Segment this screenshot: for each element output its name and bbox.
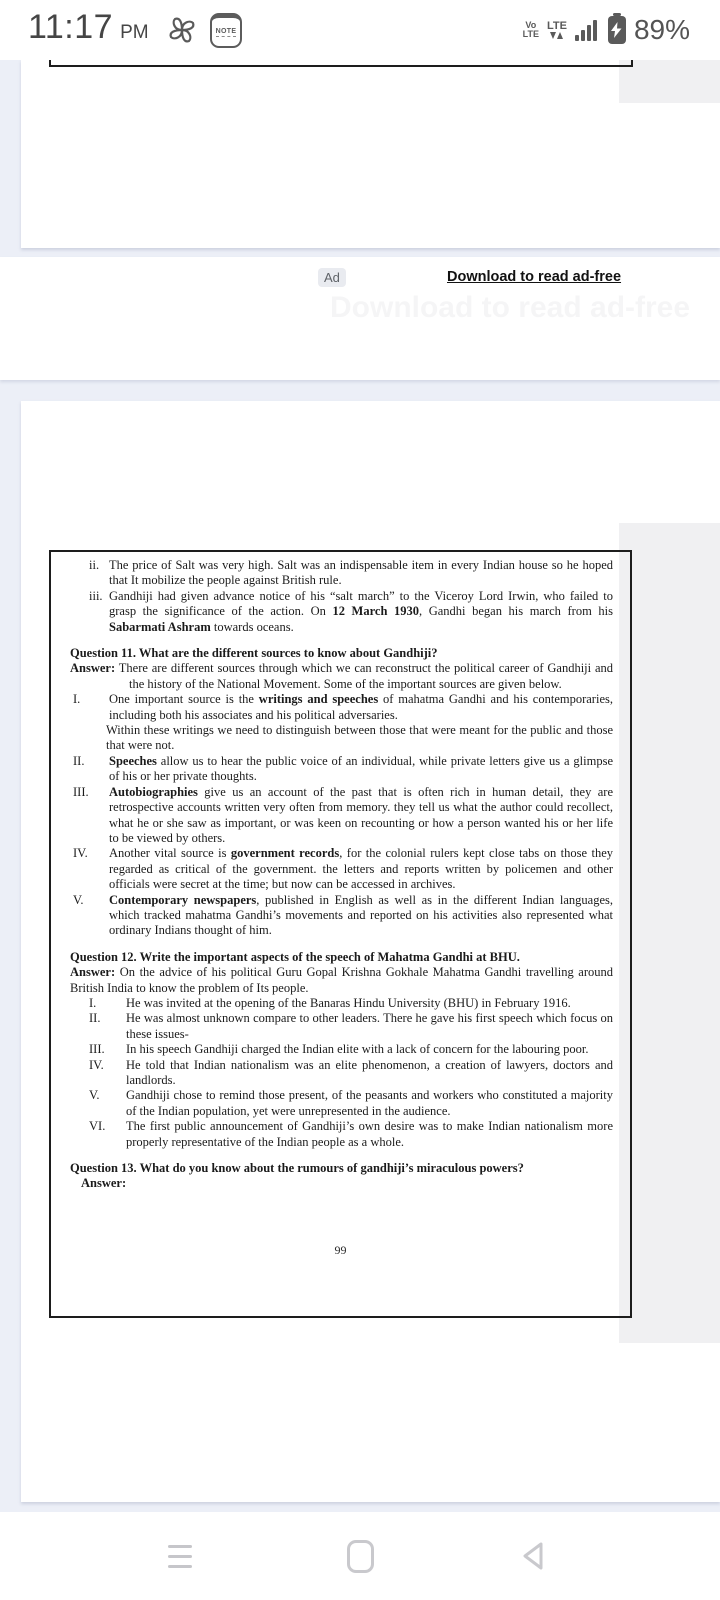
- ad-free-link[interactable]: Download to read ad-free: [447, 269, 622, 285]
- previous-page-card[interactable]: [21, 60, 720, 248]
- item-number: iii.: [89, 588, 103, 603]
- answer-paragraph: [70, 1176, 613, 1191]
- item-text: The price of Salt was very high. Salt was an indispensable item in every Indian house so he hoped that It mobilize the people against British rule.: [109, 558, 613, 588]
- ad-watermark: Download to read ad-free: [330, 291, 691, 324]
- item-number: I.: [89, 995, 97, 1010]
- signal-bars-icon: [575, 20, 597, 41]
- answer-paragraph: [70, 965, 613, 996]
- item-text: Autobiographies give us an account of the past that is often rich in human detail, they are retrospective accounts written very often from memory. they tell us what the author could recollect, what he or she saw as important, or was keen on recounting or how a person wanted his or her life to be viewed by others.: [109, 784, 613, 845]
- item-number: ii.: [89, 558, 100, 572]
- list-item: [70, 996, 613, 1011]
- page-number: 99: [334, 1243, 347, 1257]
- question-heading: Question 13. What do you know about the rumours of gandhiji’s miraculous powers?: [70, 1161, 524, 1176]
- answer-items: [70, 996, 613, 1150]
- item-number: V.: [73, 892, 84, 907]
- status-indicators: [523, 0, 690, 60]
- back-button[interactable]: [493, 1512, 573, 1600]
- item-number: III.: [73, 784, 89, 799]
- ad-banner: [0, 257, 720, 380]
- battery-percent: 89%: [633, 14, 690, 45]
- question-heading: Question 11. What are the different sources to know about Gandhiji?: [70, 646, 438, 661]
- time-text: 11:17: [28, 8, 114, 46]
- item-text: One important source is the writings and speeches of mahatma Gandhi and his contemporaries, including both his associates and his political adversaries.: [109, 692, 613, 722]
- answer-text: There are different sources through which we can reconstruct the political career of Gandhiji and the history of the National Movement. Some of the important sources are given below.: [118, 661, 613, 691]
- list-item: [70, 893, 613, 939]
- item-text: Gandhiji chose to remind those present, of the peasants and workers who constituted a majority of the Indian population, yet were unrepresented in the audience.: [126, 1088, 613, 1118]
- page-bottom-border: [49, 65, 633, 67]
- scan-gray-strip: [619, 60, 720, 103]
- volte-icon: Vo LTE: [522, 20, 539, 39]
- home-button[interactable]: [320, 1512, 400, 1600]
- item-number: IV.: [73, 846, 88, 861]
- item-number: I.: [73, 692, 81, 707]
- home-icon: [347, 1540, 374, 1573]
- intro-list: [70, 558, 613, 635]
- list-item: [70, 785, 613, 847]
- list-item: [70, 1058, 613, 1089]
- item-text: He was invited at the opening of the Banaras Hindu University (BHU) in February 1916.: [126, 995, 571, 1010]
- item-number: II.: [89, 1011, 101, 1026]
- ad-badge: Ad: [318, 268, 346, 287]
- question-heading: Question 12. Write the important aspects of the speech of Mahatma Gandhi at BHU.: [70, 949, 520, 964]
- hamburger-icon: [168, 1545, 192, 1568]
- item-text: The first public announcement of Gandhiji’s own desire was to make Indian nationalism more properly representative of the Indian people as a whole.: [126, 1119, 613, 1149]
- list-item: [70, 846, 613, 892]
- document-page-card[interactable]: [21, 401, 720, 1502]
- clock: [28, 8, 149, 47]
- menu-button[interactable]: [140, 1512, 220, 1600]
- answer-label: Answer:: [70, 661, 116, 676]
- status-bar: [0, 0, 720, 60]
- list-item: [70, 589, 613, 635]
- item-number: V.: [89, 1088, 100, 1103]
- sub-paragraph: Within these writings we need to distinguish between those that were meant for the public and those that were not.: [106, 723, 613, 753]
- scan-gray-strip: [619, 523, 720, 1343]
- item-text: Contemporary newspapers, published in English as well as in the different Indian languages, which tracked mahatma Gandhi’s movements and reported on his activities also represented what ordinary Indians thought of him.: [109, 892, 613, 938]
- item-number: II.: [73, 753, 85, 768]
- lte-icon: LTE: [547, 21, 567, 39]
- fan-icon: [166, 14, 198, 51]
- list-item: [70, 754, 613, 785]
- back-icon: [520, 1541, 546, 1571]
- item-number: VI.: [89, 1119, 106, 1134]
- list-item: [70, 1119, 613, 1150]
- question-block: [70, 950, 613, 1150]
- meridiem-text: PM: [120, 22, 149, 43]
- item-text: Another vital source is government records, for the colonial rulers kept close tabs on those they regarded as critical of the government. the letters and reports written by policemen and other officials were secret at the time; but now can be accessed in archives.: [109, 846, 613, 892]
- document-text: [51, 552, 630, 1192]
- nav-bar: [0, 1512, 720, 1600]
- item-number: IV.: [89, 1057, 104, 1072]
- list-item: [70, 1011, 613, 1042]
- item-number: III.: [89, 1042, 105, 1057]
- item-text: Speeches allow us to hear the public voice of an individual, while private letters give us a glimpse of his or her private thoughts.: [109, 753, 613, 784]
- item-text: He was almost unknown compare to other leaders. There he gave his first speech which focus on these issues-: [126, 1011, 613, 1041]
- question-block: [70, 1161, 613, 1192]
- list-item: [70, 558, 613, 589]
- answer-label: Answer:: [81, 1176, 127, 1191]
- list-item: [70, 692, 613, 754]
- answer-label: Answer:: [70, 965, 116, 980]
- item-text: He told that Indian nationalism was an elite phenomenon, a creation of lawyers, doctors and landlords.: [126, 1057, 613, 1087]
- list-item: [70, 1042, 613, 1057]
- note-icon: NOTE: [210, 13, 242, 48]
- questions-section: [70, 646, 613, 1192]
- item-text: Gandhiji had given advance notice of his “salt march” to the Viceroy Lord Irwin, who failed to grasp the significance of the action. On 12 March 1930, Gandhi began his march from his Sabarmati Ashram towards oceans.: [109, 588, 613, 634]
- answer-paragraph: [70, 661, 613, 692]
- list-item: [70, 1088, 613, 1119]
- question-block: [70, 646, 613, 939]
- data-arrows-icon: [550, 32, 563, 39]
- battery-charging-icon: [608, 16, 626, 44]
- page-content-box: [49, 550, 632, 1318]
- item-text: In his speech Gandhiji charged the Indian elite with a lack of concern for the labouring poor.: [126, 1042, 589, 1057]
- answer-text: On the advice of his political Guru Gopal Krishna Gokhale Mahatma Gandhi travelling around British India to know the problem of Its people.: [70, 965, 614, 995]
- answer-items: [70, 692, 613, 939]
